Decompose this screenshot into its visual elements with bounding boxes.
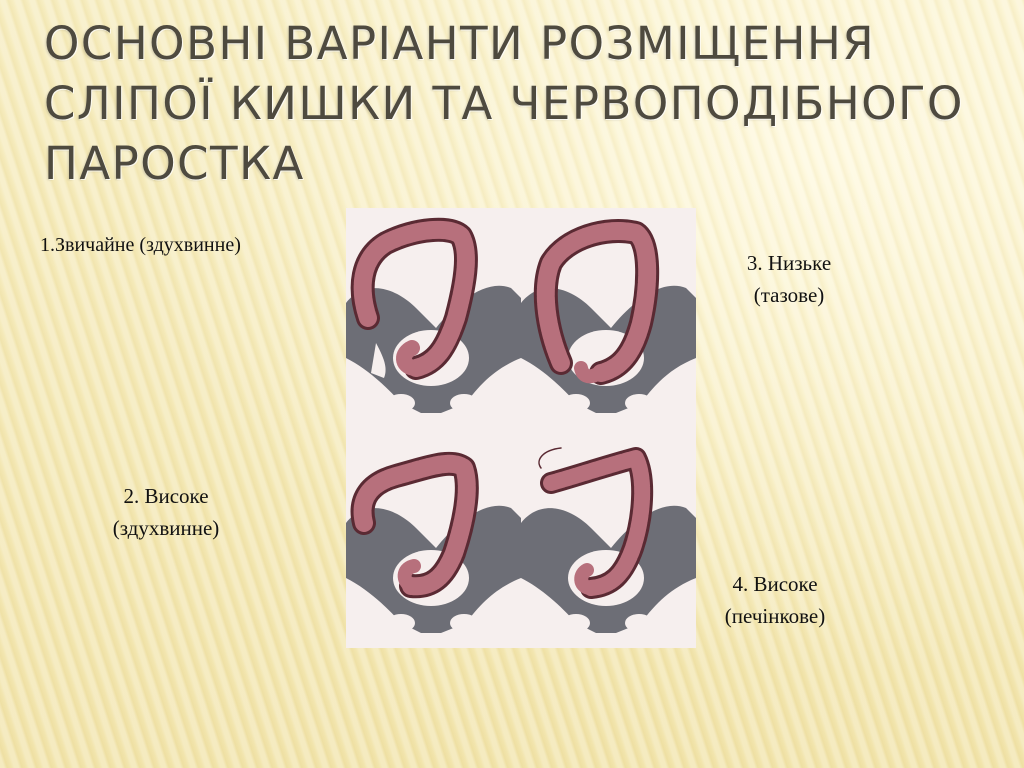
label-variant-1-line-1: 1.Звичайне (здухвинне) xyxy=(40,234,241,256)
label-variant-4 xyxy=(690,568,860,632)
label-variant-4-line-2: (печінкове) xyxy=(724,604,826,628)
panel-high-iliac xyxy=(346,428,521,648)
title-line-3: ПАРОСТКА xyxy=(44,137,305,190)
slide-title xyxy=(44,14,1004,194)
pelvis-icon xyxy=(521,506,696,633)
label-variant-4-line-1: 4. Високе xyxy=(732,572,818,596)
panel-high-hepatic xyxy=(521,428,696,648)
cecum-position-illustration xyxy=(346,208,696,648)
label-variant-2-line-2: (здухвинне) xyxy=(112,516,220,540)
panel-low-pelvic xyxy=(521,208,696,428)
label-variant-3-line-2: (тазове) xyxy=(753,283,825,307)
label-variant-3 xyxy=(710,247,868,311)
title-line-1: ОСНОВНІ ВАРІАНТИ РОЗМІЩЕННЯ xyxy=(44,17,876,70)
title-line-2: СЛІПОЇ КИШКИ ТА ЧЕРВОПОДІБНОГО xyxy=(44,77,964,130)
label-variant-3-line-1: 3. Низьке xyxy=(746,251,832,275)
label-variant-1 xyxy=(40,229,241,261)
panel-normal-iliac xyxy=(346,208,521,428)
label-variant-2-line-1: 2. Високе xyxy=(123,484,209,508)
label-variant-2 xyxy=(66,480,266,544)
